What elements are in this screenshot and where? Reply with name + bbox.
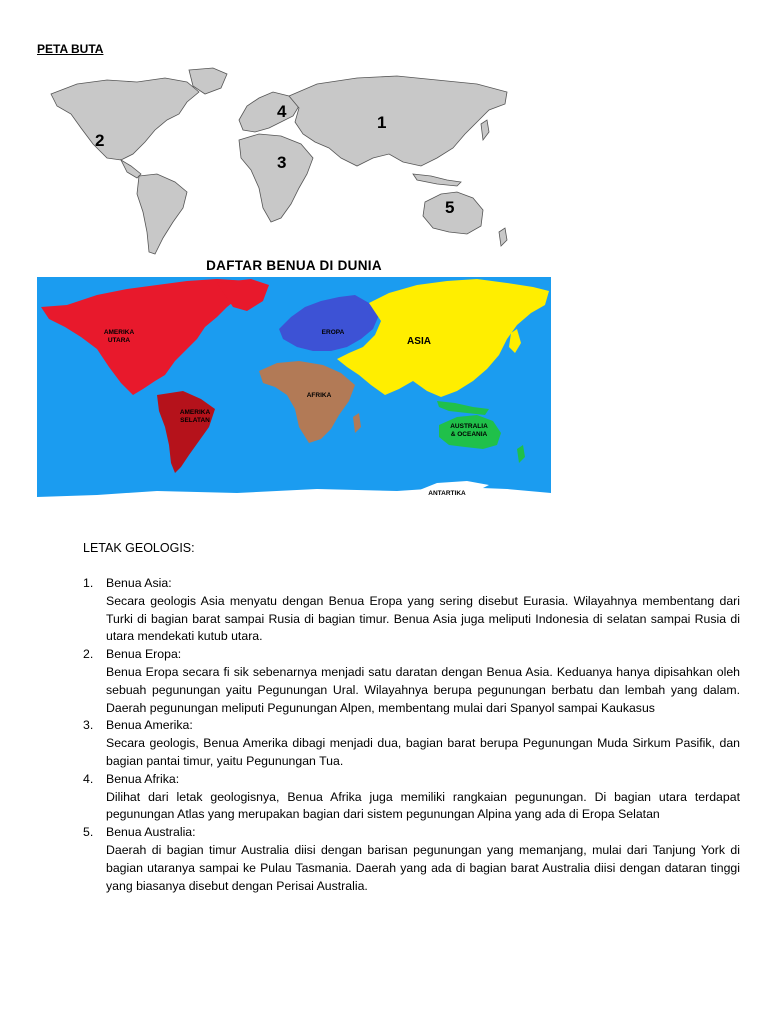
blank-north-america [51,78,199,160]
list-item-europe [83,646,740,717]
blank-south-america [137,174,187,254]
label-antarctica: ANTARTIKA [428,490,466,497]
label-australia-2: & OCEANIA [450,431,488,438]
list-item-text: Secara geologis Asia menyatu dengan Benua Eropa yang sering disebut Eurasia. Wilayahnya membentang dari Turki di bagian barat sampai Rusia di bagian timur. Benua Asia juga meliputi Indonesia di selatan sampai Rusia di utara mendekati kutub utara. [106,593,740,644]
continent-map [37,277,551,501]
list-item-text: Benua Eropa secara fi sik sebenarnya menjadi satu daratan dengan Benua Asia. Keduanya hanya dipisahkan oleh sebuah pegunungan yaitu Pegunungan Ural. Wilayahnya berupa pegunungan berbatu dan lembah yang dalam. Daerah pegunungan meliputi Pegunungan Alpen, membentang mulai dari Spanyol sampai Kaukasus [106,664,740,715]
blank-new-zealand [499,228,507,246]
list-item-title: Benua Australia: [106,825,196,840]
blank-indonesia [413,174,461,186]
marker-3: 3 [277,153,287,172]
list-item-text: Dilihat dari letak geologisnya, Benua Afrika juga memiliki rangkaian pegunungan. Di bagian utara terdapat pegunungan Atlas yang merupakan bagian dari sistem pegunungan Alpina yang ada di Eropa Selatan [106,789,740,822]
list-item-africa [83,771,740,824]
list-number: 4. [83,771,94,786]
list-item-title: Benua Afrika: [106,771,180,786]
marker-1: 1 [377,113,387,132]
list-item-title: Benua Amerika: [106,718,193,733]
map-title: DAFTAR BENUA DI DUNIA [206,258,382,273]
list-item-australia [83,824,740,895]
blank-central-america [121,160,141,178]
list-item-text: Secara geologis, Benua Amerika dibagi menjadi dua, bagian barat berupa Pegunungan Muda Sirkum Pasifik, dan bagian pantai timur, yaitu Pegunungan Tua. [106,736,740,768]
label-south-america-2: SELATAN [180,417,210,424]
marker-4: 4 [277,102,287,121]
label-asia: ASIA [407,336,431,347]
blank-africa [239,134,313,222]
label-north-america-1: AMERIKA [103,329,135,336]
marker-2: 2 [95,131,105,150]
list-item-asia [83,575,740,646]
marker-5: 5 [445,198,455,217]
blank-asia [289,76,507,166]
list-item-title: Benua Asia: [106,576,172,590]
blank-world-map [37,62,527,258]
list-number: 2. [83,647,94,662]
list-item-title: Benua Eropa: [106,647,182,662]
label-north-america-2: UTARA [107,337,131,344]
continent-list [83,575,740,895]
list-item-america [83,717,740,770]
list-number: 1. [83,576,94,590]
blank-japan [481,120,489,140]
list-number: 5. [83,825,94,840]
label-australia-1: AUSTRALIA [450,423,488,430]
section-title: LETAK GEOLOGIS: [83,541,195,555]
label-south-america-1: AMERIKA [179,409,211,416]
list-number: 3. [83,718,94,733]
page-heading: PETA BUTA [37,42,104,56]
label-africa: AFRIKA [306,392,332,399]
list-item-text: Daerah di bagian timur Australia diisi dengan barisan pegunungan yang memanjang, mulai dari Tanjung York di bagian utaranya sampai ke Pulau Tasmania. Daerah yang ada di bagian barat Australia diisi dengan dataran tinggi yang biasanya disebut dengan Perisai Australia. [106,842,740,893]
blank-europe [239,92,299,132]
label-europe: EROPA [321,329,345,336]
